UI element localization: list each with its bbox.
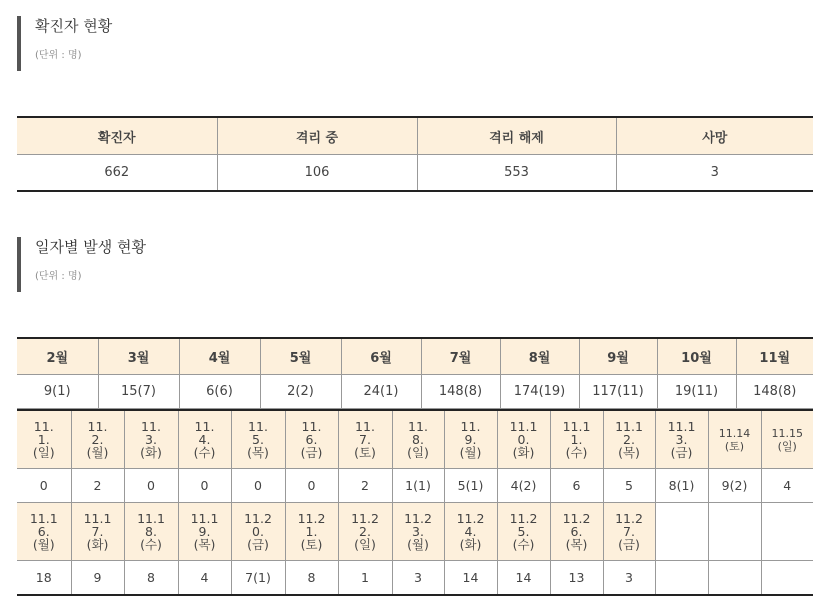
summary-table [17, 116, 813, 192]
date-cell: 11.25.(수) [497, 503, 550, 561]
month-header: 10월 [657, 338, 736, 375]
count-cell: 14 [444, 561, 497, 596]
date-cell: 11.5.(목) [231, 410, 285, 469]
date-cell: 11.16.(월) [17, 503, 71, 561]
unit-label: (단위 : 명) [35, 271, 82, 282]
month-header: 11월 [736, 338, 813, 375]
count-cell: 4 [178, 561, 231, 596]
count-cell: 1(1) [392, 469, 444, 503]
date-cell: 11.22.(일) [338, 503, 392, 561]
header-confirmed: 확진자 [17, 117, 217, 155]
date-cell: 11.27.(금) [603, 503, 655, 561]
month-value: 2(2) [260, 375, 341, 409]
date-cell: 11.26.(목) [550, 503, 603, 561]
count-cell: 5(1) [444, 469, 497, 503]
value-isolated: 106 [217, 155, 417, 192]
date-cell: 11.14(토) [708, 410, 761, 469]
count-cell: 8 [124, 561, 178, 596]
empty-cell [655, 503, 708, 561]
monthly-table [17, 337, 813, 409]
count-cell: 1 [338, 561, 392, 596]
count-cell: 2 [338, 469, 392, 503]
month-header: 7월 [421, 338, 500, 375]
month-value: 19(11) [657, 375, 736, 409]
date-cell: 11.18.(수) [124, 503, 178, 561]
empty-cell [708, 561, 761, 596]
date-cell: 11.20.(금) [231, 503, 285, 561]
date-cell: 11.8.(일) [392, 410, 444, 469]
count-cell: 14 [497, 561, 550, 596]
date-cell: 11.6.(금) [285, 410, 338, 469]
month-header: 9월 [579, 338, 657, 375]
value-confirmed: 662 [17, 155, 217, 192]
count-cell: 13 [550, 561, 603, 596]
month-value: 117(11) [579, 375, 657, 409]
month-value: 9(1) [17, 375, 98, 409]
date-cell: 11.21.(토) [285, 503, 338, 561]
count-cell: 8 [285, 561, 338, 596]
date-cell: 11.13.(금) [655, 410, 708, 469]
empty-cell [761, 503, 813, 561]
daily-table [17, 409, 813, 596]
date-cell: 11.15(일) [761, 410, 813, 469]
month-value: 6(6) [179, 375, 260, 409]
value-released: 553 [417, 155, 616, 192]
month-value: 24(1) [341, 375, 421, 409]
month-value: 15(7) [98, 375, 179, 409]
empty-cell [761, 561, 813, 596]
count-cell: 18 [17, 561, 71, 596]
month-header: 3월 [98, 338, 179, 375]
month-header: 2월 [17, 338, 98, 375]
date-cell: 11.19.(목) [178, 503, 231, 561]
count-cell: 0 [231, 469, 285, 503]
count-cell: 0 [17, 469, 71, 503]
count-cell: 3 [392, 561, 444, 596]
date-cell: 11.12.(목) [603, 410, 655, 469]
count-cell: 2 [71, 469, 124, 503]
header-released: 격리 해제 [417, 117, 616, 155]
count-cell: 9 [71, 561, 124, 596]
header-deaths: 사망 [616, 117, 813, 155]
date-cell: 11.24.(화) [444, 503, 497, 561]
empty-cell [655, 561, 708, 596]
unit-label: (단위 : 명) [35, 50, 82, 61]
date-cell: 11.9.(월) [444, 410, 497, 469]
date-cell: 11.2.(월) [71, 410, 124, 469]
month-value: 174(19) [500, 375, 579, 409]
date-cell: 11.4.(수) [178, 410, 231, 469]
count-cell: 0 [285, 469, 338, 503]
month-value: 148(8) [421, 375, 500, 409]
count-cell: 6 [550, 469, 603, 503]
count-cell: 0 [178, 469, 231, 503]
date-cell: 11.11.(수) [550, 410, 603, 469]
count-cell: 9(2) [708, 469, 761, 503]
count-cell: 8(1) [655, 469, 708, 503]
month-header: 5월 [260, 338, 341, 375]
date-cell: 11.1.(일) [17, 410, 71, 469]
section-header-confirmed [17, 16, 112, 71]
month-value: 148(8) [736, 375, 813, 409]
count-cell: 5 [603, 469, 655, 503]
date-cell: 11.10.(화) [497, 410, 550, 469]
empty-cell [708, 503, 761, 561]
month-header: 6월 [341, 338, 421, 375]
date-cell: 11.3.(화) [124, 410, 178, 469]
count-cell: 7(1) [231, 561, 285, 596]
count-cell: 4 [761, 469, 813, 503]
section-title: 일자별 발생 현황 [35, 238, 146, 256]
header-isolated: 격리 중 [217, 117, 417, 155]
date-cell: 11.7.(토) [338, 410, 392, 469]
month-header: 8월 [500, 338, 579, 375]
count-cell: 0 [124, 469, 178, 503]
count-cell: 4(2) [497, 469, 550, 503]
date-cell: 11.17.(화) [71, 503, 124, 561]
month-header: 4월 [179, 338, 260, 375]
value-deaths: 3 [710, 165, 719, 180]
section-header-daily [17, 237, 146, 292]
section-title: 확진자 현황 [35, 17, 113, 35]
count-cell: 3 [603, 561, 655, 596]
date-cell: 11.23.(월) [392, 503, 444, 561]
